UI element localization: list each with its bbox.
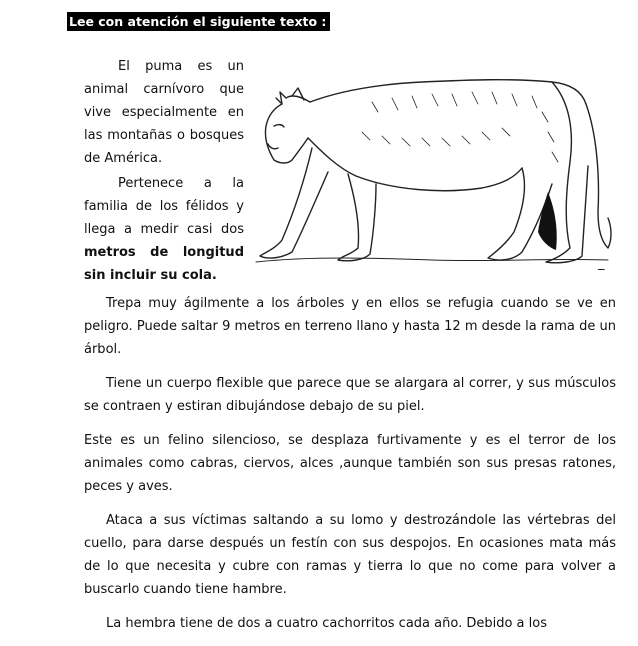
intro-paragraph-2 xyxy=(84,172,244,287)
paragraph-attack: Ataca a sus víctimas saltando a su lomo y destrozándole las vértebras del cuello, para darse después un festín con sus despojos. En ocasiones mata más de lo que necesita y cubre con ramas y tierra lo que no come para volver a buscarlo cuando tiene hambre. xyxy=(84,513,616,597)
paragraph-offspring: La hembra tiene de dos a cuatro cachorritos cada año. Debido a los xyxy=(106,616,547,631)
intro-paragraph-2-bold: metros de longitud sin incluir su cola. xyxy=(84,245,244,283)
paragraph-body: Tiene un cuerpo flexible que parece que se alargara al correr, y sus músculos se contraen y estiran dibujándose debajo de su piel. xyxy=(84,376,616,414)
dash-mark: _ xyxy=(598,256,605,271)
paragraph-prey: Este es un felino silencioso, se desplaza furtivamente y es el terror de los animales como cabras, ciervos, alces ,aunque también son sus presas ratones, peces y aves. xyxy=(84,433,616,494)
intro-paragraph-1: El puma es un animal carnívoro que vive especialmente en las montañas o bosques de América. xyxy=(84,59,244,166)
puma-illustration xyxy=(252,72,614,270)
paragraph-climbing: Trepa muy ágilmente a los árboles y en ellos se refugia cuando se ve en peligro. Puede saltar 9 metros en terreno llano y hasta 12 m desde la rama de un árbol. xyxy=(84,296,616,357)
intro-text xyxy=(84,55,244,287)
body-text xyxy=(84,292,616,646)
intro-paragraph-2-text: Pertenece a la familia de los félidos y llega a medir casi dos xyxy=(84,176,244,237)
instruction-heading: Lee con atención el siguiente texto : xyxy=(67,12,330,31)
